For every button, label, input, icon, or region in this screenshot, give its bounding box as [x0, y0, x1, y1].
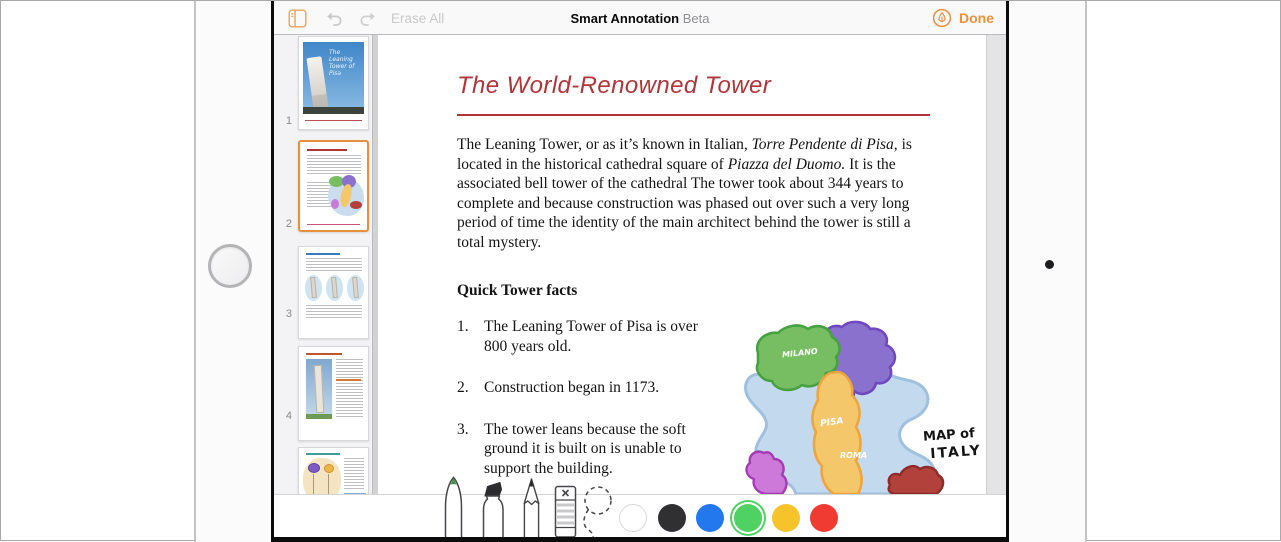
roma-label: ROMA: [840, 451, 868, 460]
home-button[interactable]: [208, 244, 252, 288]
list-item: 1. The Leaning Tower of Pisa is over 800 years old.: [457, 318, 698, 355]
map-caption-line1: MAP of: [922, 426, 976, 445]
list-item: 3. The tower leans because the soft ground it is built on is unable to support the building.: [457, 420, 686, 477]
page-thumbnail-2-selected[interactable]: [298, 140, 369, 232]
page-number: 1: [285, 115, 292, 127]
page-thumbnail-3[interactable]: [298, 246, 369, 339]
canvas-margin: [986, 35, 1006, 494]
cover-photo: [303, 42, 364, 114]
window-title-text: Smart Annotation: [570, 11, 680, 26]
ipad-right-bezel: [1009, 1, 1087, 542]
sidebar-divider: [372, 35, 378, 494]
done-button[interactable]: Done: [959, 10, 994, 26]
page-number: 2: [285, 218, 292, 230]
page-number: 3: [285, 308, 292, 320]
cover-handwriting: The Leaning Tower of Pisa: [329, 49, 355, 77]
pen-nib-circle-icon[interactable]: [932, 8, 952, 28]
drawing-tools: [436, 474, 621, 537]
thumbnail-sidebar: [274, 35, 372, 494]
pisa-label: PISA: [819, 416, 845, 430]
color-swatch-red[interactable]: [810, 504, 838, 532]
camera-icon: [1045, 260, 1054, 269]
page-thumbnail-4[interactable]: [298, 346, 369, 441]
color-swatch-yellow[interactable]: [772, 504, 800, 532]
ipad-left-bezel: [194, 1, 271, 542]
tower-photo-shape: [306, 56, 328, 110]
page-thumbnail-5[interactable]: [298, 447, 369, 494]
body-paragraph: The Leaning Tower, or as it’s known in Italian, Torre Pendente di Pisa, is located in the historical cathedral square of Piazza del Duomo. It is the associated bell tower of the cathedral The tower took about 344 years to complete and because construction was phased out over such a very long period of time the identity of the main architect behind the tower is still a total mystery.: [457, 136, 912, 251]
pencil-tool[interactable]: [524, 479, 539, 537]
erase-all-button[interactable]: Erase All: [391, 11, 445, 26]
milano-label: MILANO: [781, 346, 819, 360]
page-number: 4: [285, 410, 292, 422]
document-title: The World-Renowned Tower: [457, 72, 772, 99]
window-title: [274, 11, 1006, 26]
facts-heading: Quick Tower facts: [457, 282, 578, 299]
color-swatch-blue[interactable]: [696, 504, 724, 532]
list-item: 2. Construction began in 1173.: [457, 379, 660, 396]
pen-tool[interactable]: [446, 478, 462, 538]
screen-bottom-edge: [274, 537, 1006, 542]
document-page: [378, 35, 986, 494]
highlighter-tool[interactable]: [484, 483, 504, 538]
page-thumbnail-1[interactable]: [298, 36, 369, 130]
lasso-tool[interactable]: [584, 487, 611, 537]
beta-badge: Beta: [682, 11, 710, 26]
top-toolbar: [274, 1, 1006, 35]
facts-list: [457, 317, 715, 494]
italy-map-drawing: [730, 313, 986, 494]
title-rule: [457, 114, 930, 116]
color-swatch-white[interactable]: [619, 504, 647, 532]
ipad-screen: [271, 1, 1009, 542]
color-swatch-green-selected[interactable]: [734, 504, 762, 532]
eraser-tool[interactable]: [556, 487, 576, 538]
map-caption-line2: ITALY: [929, 442, 983, 463]
color-swatch-black[interactable]: [658, 504, 686, 532]
